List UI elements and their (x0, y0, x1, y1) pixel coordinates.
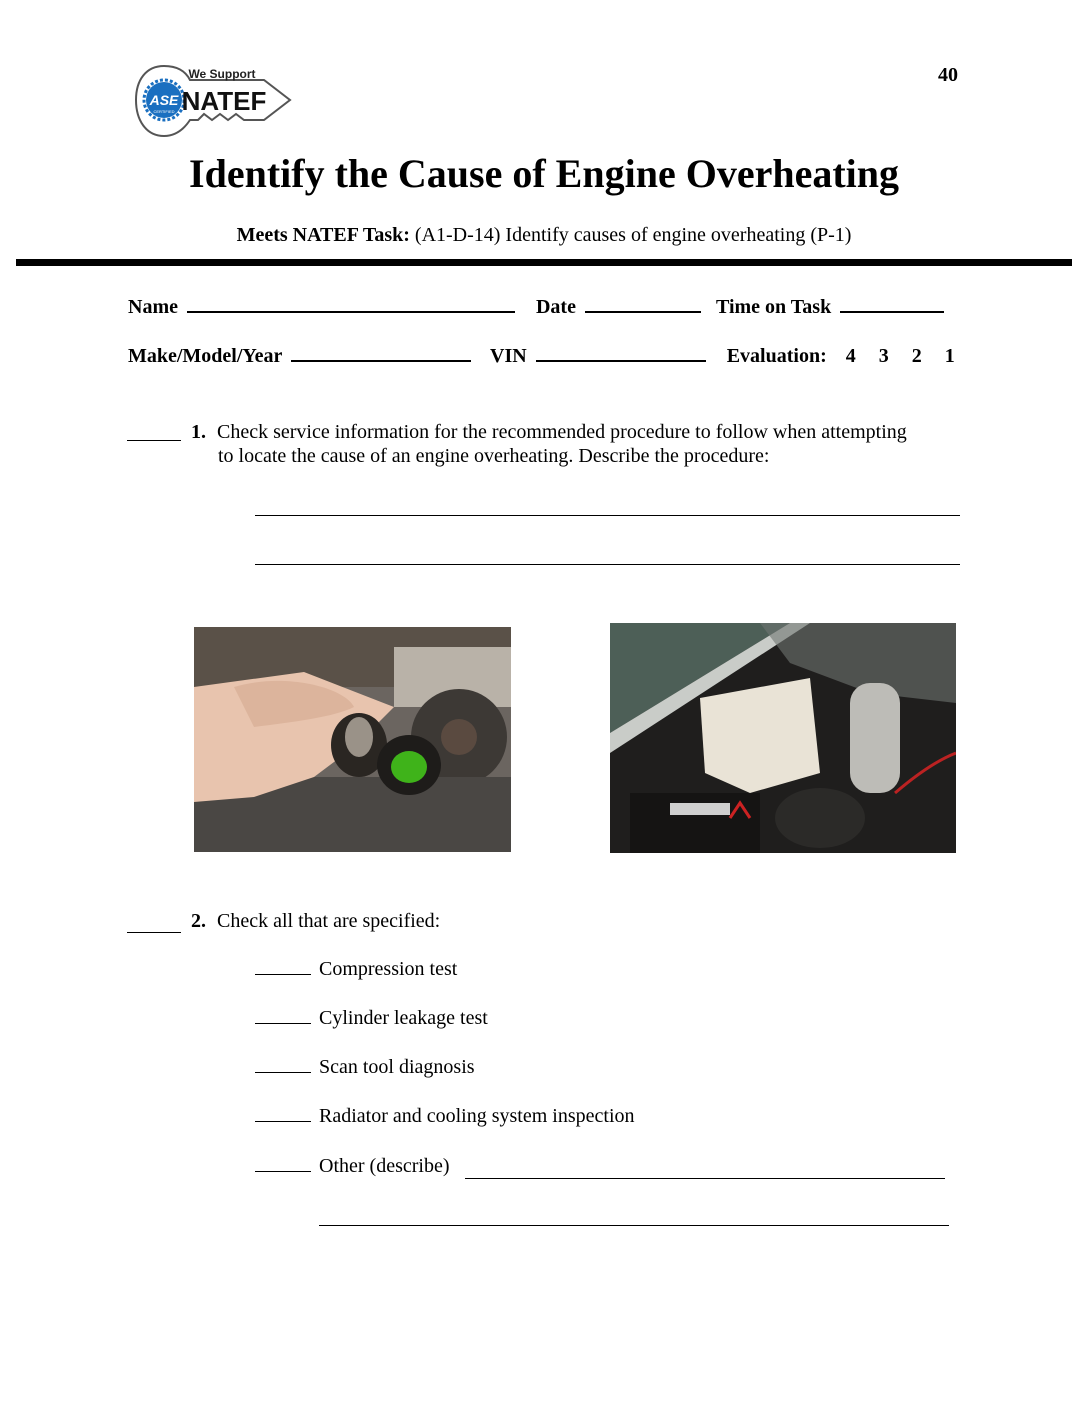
option-cylinder-leakage-test (255, 1007, 488, 1030)
question-1-answer-line-1[interactable] (255, 515, 960, 516)
question-1-answer-line-2[interactable] (255, 564, 960, 565)
vehicle-field[interactable] (291, 359, 471, 362)
student-info-row (128, 296, 944, 319)
evaluation-label: Evaluation: (726, 345, 827, 367)
question-1 (191, 420, 907, 444)
option-other-describe-line-1[interactable] (465, 1178, 945, 1179)
option-compression-test-label: Compression test (319, 958, 458, 980)
date-label: Date (535, 296, 576, 318)
overheating-engine-photo (610, 623, 956, 853)
header-divider (16, 259, 1072, 266)
option-compression-test-checkbox[interactable] (255, 974, 311, 975)
option-radiator-inspection-label: Radiator and cooling system inspection (319, 1105, 635, 1127)
option-other-label: Other (describe) (319, 1155, 450, 1177)
evaluation-option-3[interactable]: 3 (878, 345, 889, 367)
question-1-number: 1. (191, 421, 206, 443)
vin-label: VIN (490, 345, 527, 367)
question-1-text-line2: to locate the cause of an engine overheating. Describe the procedure: (218, 445, 770, 467)
vehicle-info-row (128, 345, 955, 368)
option-radiator-inspection-checkbox[interactable] (255, 1121, 311, 1122)
task-text: (A1-D-14) Identify causes of engine overheating (P-1) (414, 224, 852, 246)
option-radiator-inspection (255, 1105, 635, 1128)
option-scan-tool-diagnosis (255, 1056, 475, 1079)
natef-task-line (0, 224, 1088, 247)
option-scan-tool-diagnosis-checkbox[interactable] (255, 1072, 311, 1073)
option-other-checkbox[interactable] (255, 1171, 311, 1172)
natef-logo (134, 62, 294, 140)
question-2 (191, 909, 440, 933)
question-2-number: 2. (191, 910, 206, 932)
overheating-engine-image-icon (610, 623, 956, 853)
time-on-task-field[interactable] (840, 310, 944, 313)
evaluation-option-1[interactable]: 1 (944, 345, 955, 367)
option-cylinder-leakage-test-checkbox[interactable] (255, 1023, 311, 1024)
name-field[interactable] (187, 310, 515, 313)
evaluation-option-4[interactable]: 4 (845, 345, 856, 367)
question-2-checkoff-blank[interactable] (127, 932, 181, 933)
option-compression-test (255, 958, 457, 981)
vin-field[interactable] (536, 359, 706, 362)
date-field[interactable] (585, 310, 701, 313)
question-1-checkoff-blank[interactable] (127, 440, 181, 441)
page-title: Identify the Cause of Engine Overheating (189, 151, 899, 196)
evaluation-option-2[interactable]: 2 (911, 345, 922, 367)
question-1-text-line1: Check service information for the recommended procedure to follow when attempting (217, 421, 907, 443)
svg-text:ASE: ASE (149, 92, 179, 108)
option-other-describe-line-2[interactable] (319, 1225, 949, 1226)
key-logo-icon (134, 62, 294, 140)
radiator-cap-image-icon (194, 627, 511, 852)
page-number: 40 (938, 64, 958, 86)
option-cylinder-leakage-test-label: Cylinder leakage test (319, 1007, 488, 1029)
question-2-text: Check all that are specified: (217, 910, 441, 932)
name-label: Name (128, 296, 178, 318)
svg-text:NATEF: NATEF (181, 86, 267, 116)
task-label: Meets NATEF Task: (236, 224, 410, 246)
option-other (255, 1155, 450, 1178)
svg-text:CERTIFIED: CERTIFIED (153, 109, 175, 114)
radiator-cap-photo (194, 627, 511, 852)
svg-text:We Support: We Support (188, 67, 256, 81)
option-scan-tool-diagnosis-label: Scan tool diagnosis (319, 1056, 475, 1078)
vehicle-label: Make/Model/Year (128, 345, 283, 367)
time-on-task-label: Time on Task (715, 296, 832, 318)
